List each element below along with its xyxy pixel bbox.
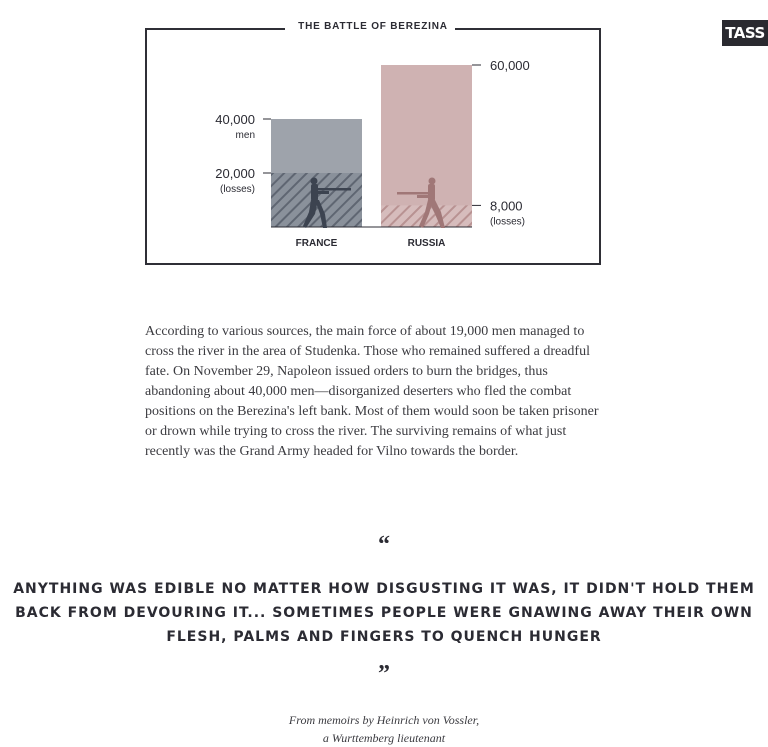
label-france-total: 40,000 xyxy=(215,112,255,127)
bar-chart xyxy=(145,28,601,265)
label-france-losses: 20,000 xyxy=(215,166,255,181)
label-france-losses-unit: (losses) xyxy=(219,184,255,195)
quote-source-line-1: From memoirs by Heinrich von Vossler, xyxy=(288,713,480,727)
pull-quote: ANYTHING WAS EDIBLE NO MATTER HOW DISGUSTING IT WAS, IT DIDN'T HOLD THEM BACK FROM DEVOURING IT... SOMETIMES PEOPLE WERE GNAWING AWAY THEIR OWN FLESH, PALMS AND FINGERS TO QUENCH HUNGER xyxy=(13,581,755,645)
label-france-total-unit: men xyxy=(235,130,255,141)
label-russia-losses-unit: (losses) xyxy=(490,216,526,228)
x-tick-label-russia: RUSSIA xyxy=(407,238,446,249)
chart-title: THE BATTLE OF BEREZINA xyxy=(298,21,448,32)
label-russia-losses: 8,000 xyxy=(490,198,523,214)
article-paragraph: According to various sources, the main force of about 19,000 men managed to cross the river in the area of Studenka. Those who remained suffered a dreadful fate. On November 29, Napoleon issued orders to burn the bridges, thus abandoning about 40,000 men—disorganized deserters who fled the combat positions on the Berezina's left bank. Most of them would soon be taken prisoner or drown while trying to cross the river. The surviving remains of what just recently was the Grand Army headed for Vilno towards the border. xyxy=(145,324,599,459)
open-quote-icon: “ xyxy=(378,532,390,558)
quote-source-line-2: a Wurttemberg lieutenant xyxy=(322,731,446,745)
x-tick-label-france: FRANCE xyxy=(295,238,338,249)
bar-russia-total xyxy=(381,65,472,227)
close-quote-icon: ” xyxy=(378,661,390,687)
label-russia-total: 60,000 xyxy=(490,58,530,73)
tass-logo: TASS xyxy=(722,20,768,46)
quote-source xyxy=(0,711,768,747)
